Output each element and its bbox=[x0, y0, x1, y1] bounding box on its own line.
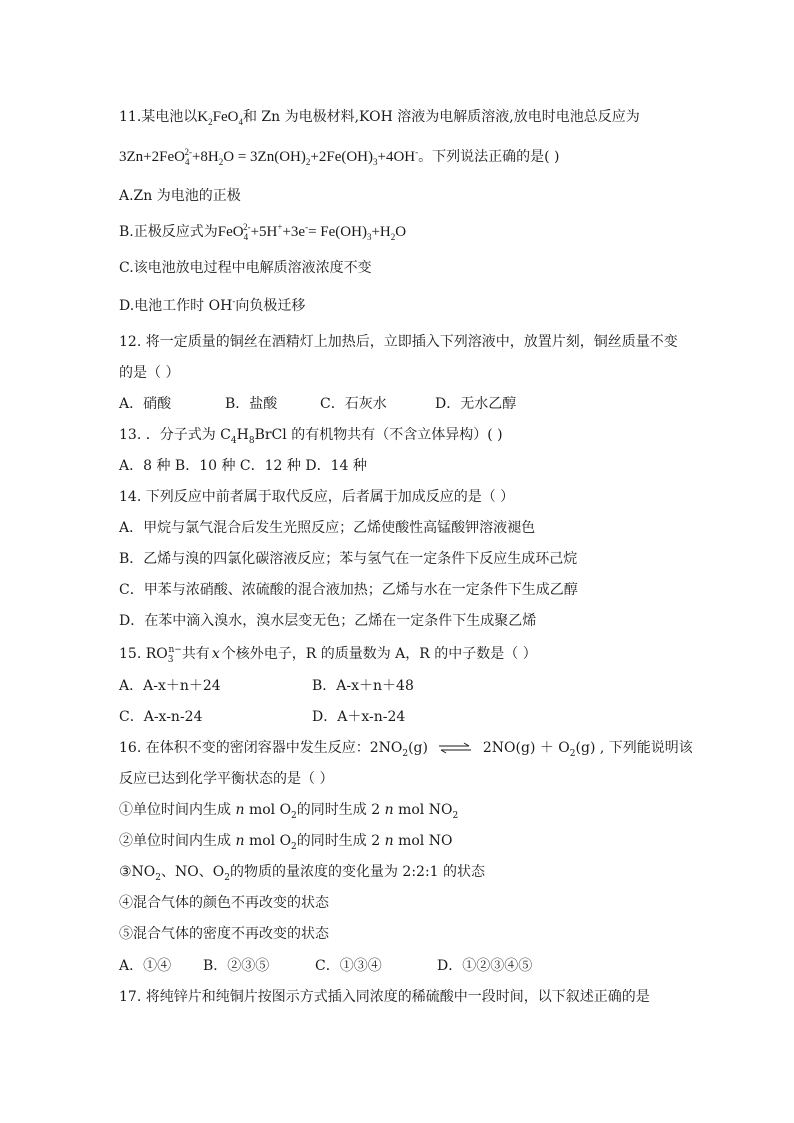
q14-stem: 14. 下列反应中前者属于取代反应，后者属于加成反应的是（ ） bbox=[119, 489, 515, 505]
q13-stem: 13. ．分子式为 $C_4H_8BrCl$ 的有机物共有（不含立体异构）( ) bbox=[119, 427, 503, 446]
q16-stem-line1: 16. 在体积不变的密闭容器中发生反应：$2NO_2(g) 2NO(g) + O_2(g)$ , 下列能说明该 bbox=[119, 740, 693, 759]
q12-option-d: D．无水乙醇 bbox=[435, 396, 517, 412]
q11-option-c: C.该电池放电过程中电解质溶液浓度不变 bbox=[119, 260, 372, 276]
q16-item-5: ⑤混合气体的密度不再改变的状态 bbox=[119, 926, 329, 942]
q12-option-c: C．石灰水 bbox=[320, 396, 387, 412]
q15-options-row1 bbox=[119, 677, 414, 695]
q15-stem: 15. $RO_3^{n-}$共有 x 个核外电子，R 的质量数为 A，R 的中子数是（ ） bbox=[119, 645, 537, 665]
q13-options: A．8 种 B．10 种 C．12 种 D．14 种 bbox=[119, 458, 367, 474]
q15-options-row2 bbox=[119, 708, 405, 726]
q16-item-3: $③NO_2$、NO、$O_2$的物质的量浓度的变化量为 2:2:1 的状态 bbox=[119, 864, 486, 883]
q15-option-c: C．A-x-n-24 bbox=[119, 709, 203, 725]
q12-option-b: B．盐酸 bbox=[225, 396, 278, 412]
q16-item-2: ②单位时间内生成 n mol $O_2$的同时生成 2 n mol NO bbox=[119, 833, 453, 852]
q11-option-a: A.Zn 为电池的正极 bbox=[119, 188, 241, 204]
q17-stem-line1: 17. 将纯锌片和纯铜片按图示方式插入同浓度的稀硫酸中一段时间，以下叙述正确的是 bbox=[119, 989, 650, 1005]
q11-stem: 11.某电池以$K_2FeO_4$和 Zn 为电极材料,KOH 溶液为电解质溶液,放电时电池总反应为 bbox=[119, 109, 640, 127]
q14-option-b: B．乙烯与溴的四氯化碳溶液反应；苯与氢气在一定条件下反应生成环己烷 bbox=[119, 551, 578, 567]
q12-options bbox=[119, 395, 516, 413]
q12-stem-line2: 的是（ ） bbox=[119, 365, 180, 381]
q16-option-d: D．①②③④⑤ bbox=[437, 958, 533, 974]
q15-option-d: D．A＋x-n-24 bbox=[312, 709, 406, 725]
equilibrium-arrow-icon bbox=[438, 742, 472, 754]
q16-options bbox=[119, 957, 532, 975]
q14-option-c: C．甲苯与浓硝酸、浓硫酸的混合液加热；乙烯与水在一定条件下生成乙醇 bbox=[119, 582, 578, 598]
q11-option-b: B.正极反应式为$FeO_4^{2-}+5H^++3e^-= Fe(OH)_3+H_2O$ bbox=[119, 222, 407, 242]
q16-option-a: A．①④ bbox=[119, 958, 172, 974]
q16-item-4: ④混合气体的颜色不再改变的状态 bbox=[119, 895, 329, 911]
q14-option-d: D．在苯中滴入溴水，溴水层变无色；乙烯在一定条件下生成聚乙烯 bbox=[119, 613, 537, 629]
q16-item-1: ①单位时间内生成 n mol $O_2$的同时生成 2 n mol $NO_2$ bbox=[119, 802, 459, 821]
q16-stem-line2: 反应已达到化学平衡状态的是（ ） bbox=[119, 771, 334, 787]
q14-option-a: A．甲烷与氯气混合后发生光照反应；乙烯使酸性高锰酸钾溶液褪色 bbox=[119, 520, 536, 536]
q15-option-b: B．A-x＋n＋48 bbox=[312, 678, 414, 694]
q11-equation: $3Zn+2FeO_4^{2-}+8H_2O = 3Zn(OH)_2+2Fe(OH)_3+4OH^-$。下列说法正确的是( ) bbox=[119, 147, 560, 167]
q16-option-c: C．①③④ bbox=[315, 958, 382, 974]
q16-option-b: B．②③⑤ bbox=[203, 958, 270, 974]
q15-option-a: A．A-x＋n＋24 bbox=[119, 678, 221, 694]
q12-stem-line1: 12. 将一定质量的铜丝在酒精灯上加热后，立即插入下列溶液中，放置片刻，铜丝质量不变 bbox=[119, 334, 678, 350]
q11-option-d: D.电池工作时 OH-向负极迁移 bbox=[119, 297, 306, 314]
q12-option-a: A．硝酸 bbox=[119, 396, 172, 412]
